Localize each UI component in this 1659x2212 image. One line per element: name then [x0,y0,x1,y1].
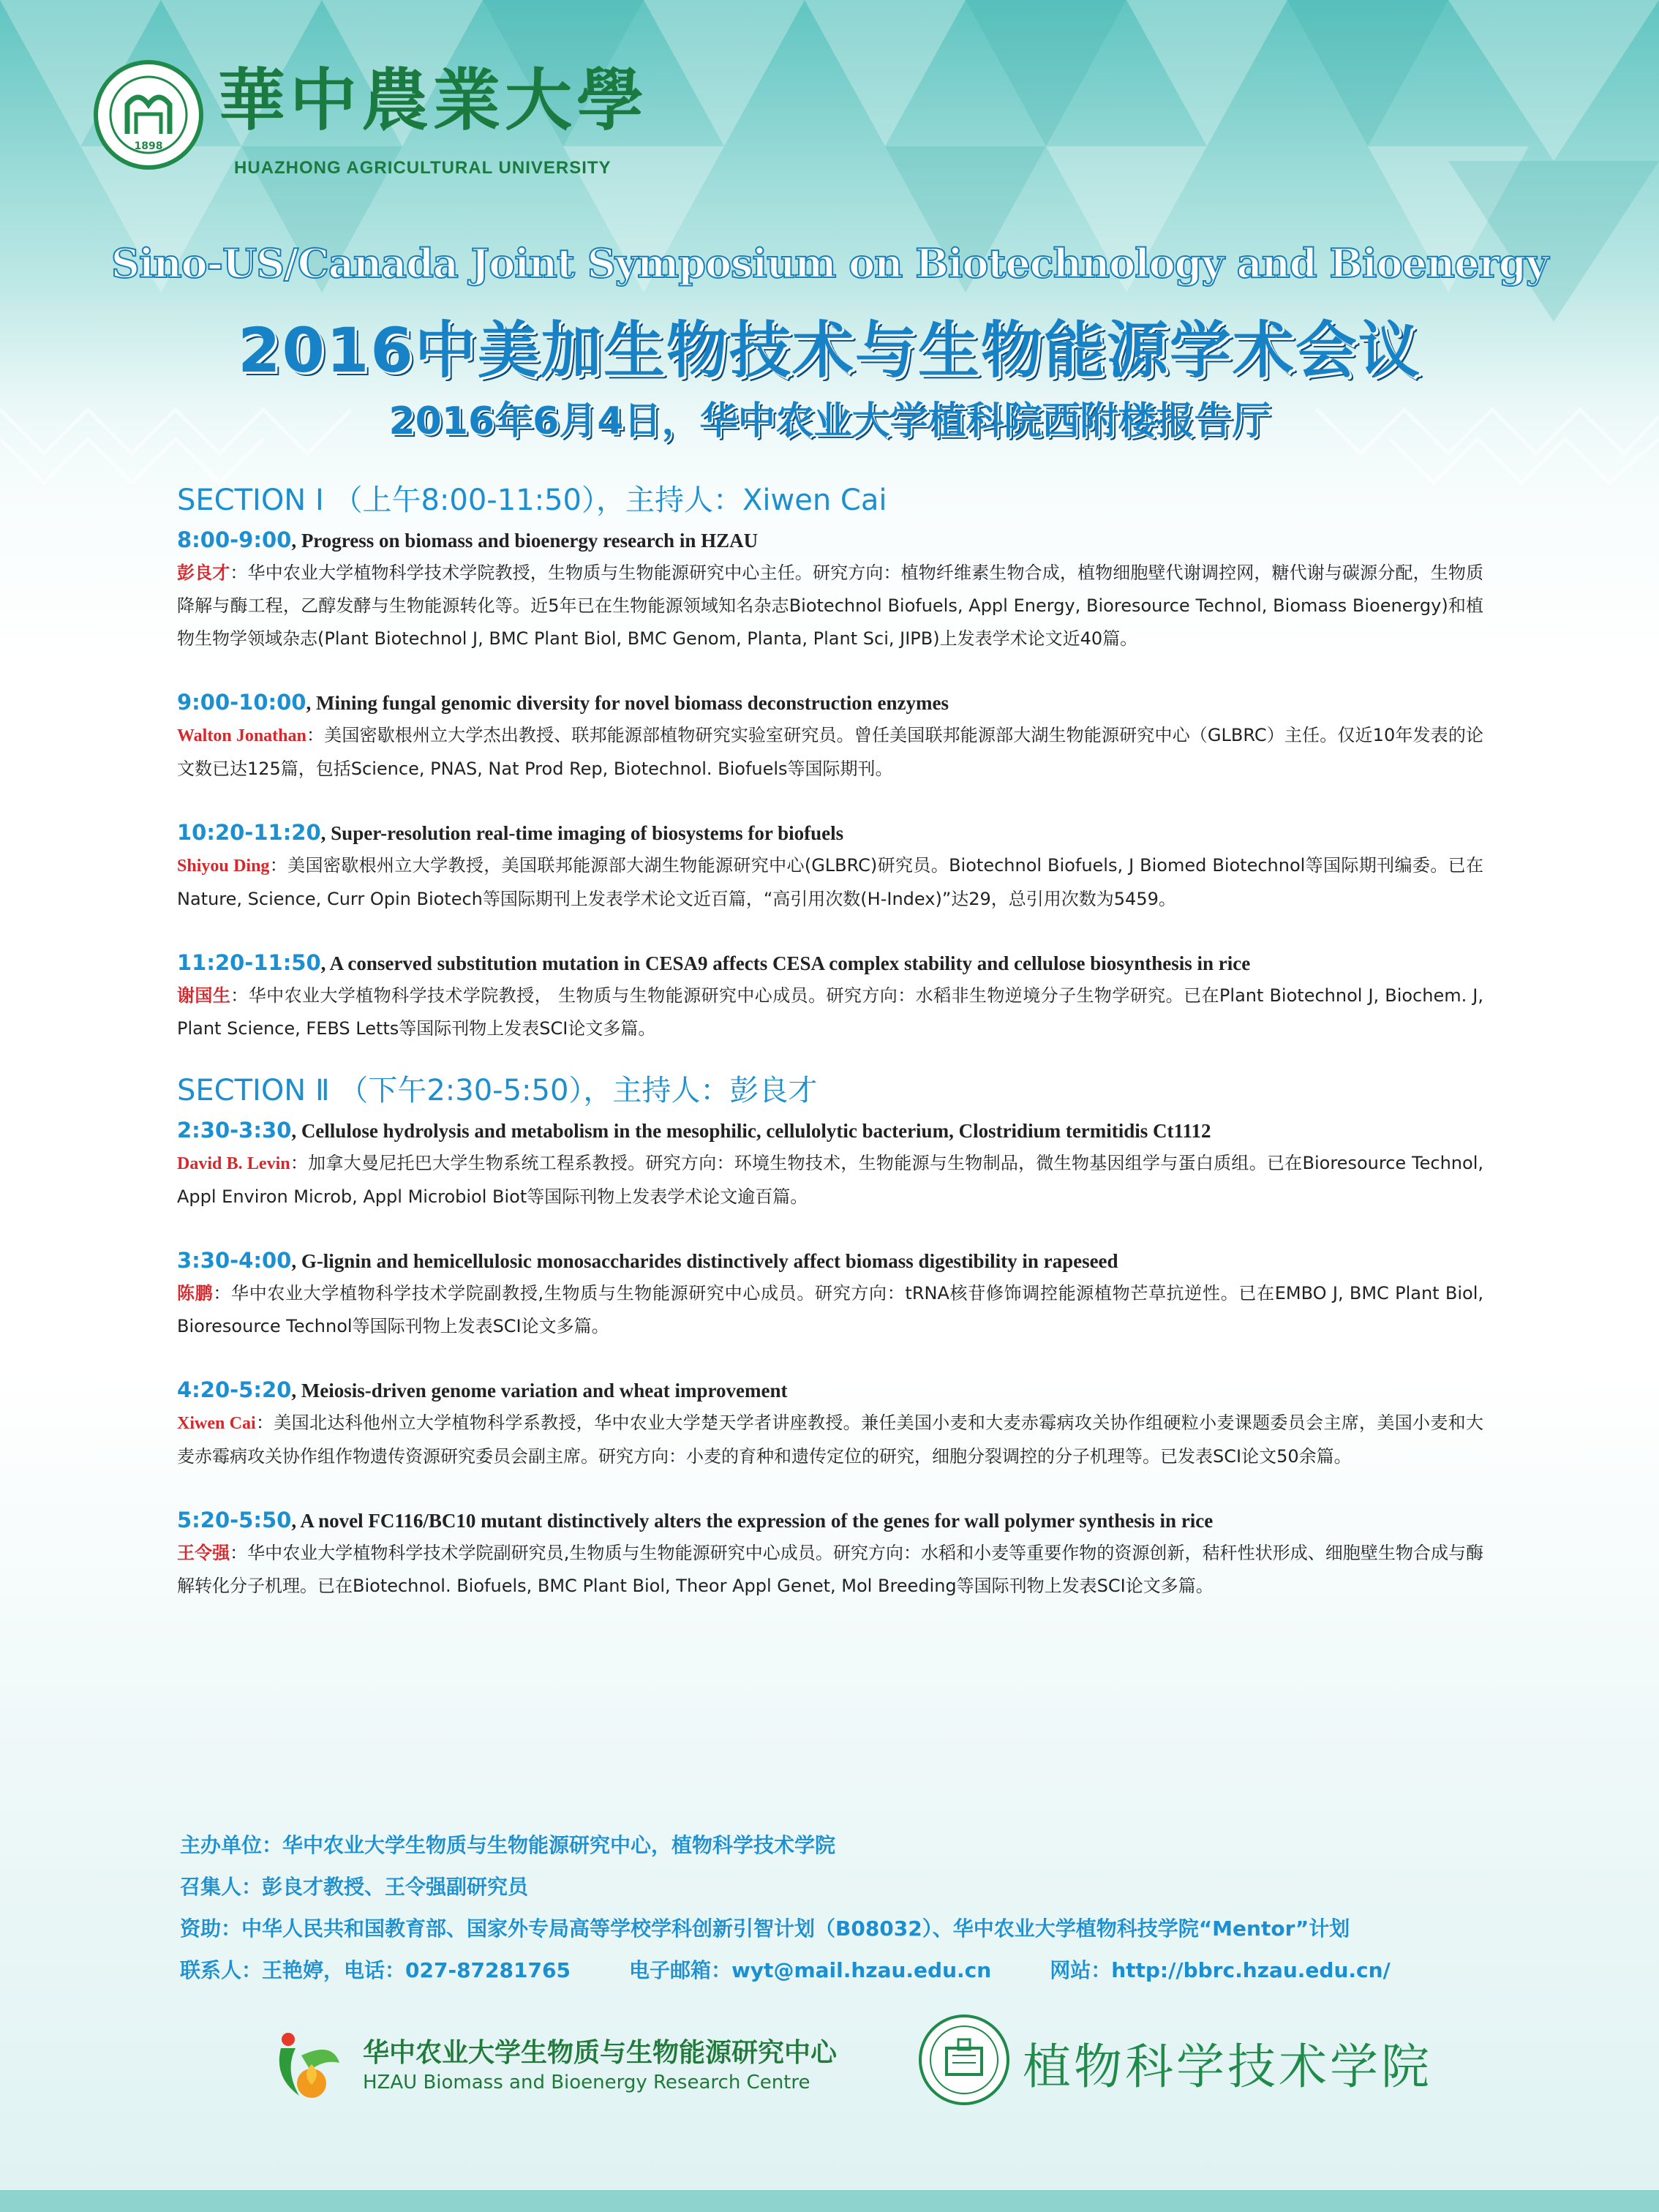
date-venue: 2016年6月4日，华中农业大学植科院西附楼报告厅 [388,399,1271,443]
talk-title: , Mining fungal genomic diversity for novel biomass deconstruction enzymes [306,692,949,714]
speaker-bio: ：美国密歇根州立大学教授，美国联邦能源部大湖生物能源研究中心(GLBRC)研究员。Biotechnol Biofuels, J Biomed Biotechnol等国际期刊编委。已在Nature, Science, Curr Opin Biotech等国际期刊上发表学术论文近百篇，“高引用次数(H-Index)”达29，总引用次数为5459。 [177,855,1483,909]
talk-heading [177,1114,1483,1147]
talk-time: 3:30-4:00 [177,1248,292,1273]
brc-name-cn: 华中农业大学生物质与生物能源研究中心 [363,2038,838,2068]
program-content [177,477,1483,1603]
talk-title: , Progress on biomass and bioenergy research in HZAU [291,530,759,552]
talk-bio [177,1537,1483,1603]
talk-time: 9:00-10:00 [177,690,306,715]
talk-title: , Meiosis-driven genome variation and wheat improvement [291,1380,788,1402]
seal-year: 1898 [134,140,163,152]
university-seal-icon [94,60,203,170]
talk-time: 2:30-3:30 [177,1118,292,1143]
talk-bio [177,849,1483,916]
contact-line [180,1949,1497,1991]
talk-title: , A novel FC116/BC10 mutant distinctively alters the expression of the genes for wall polymer synthesis in rice [291,1510,1214,1532]
speaker-name: Shiyou Ding [177,857,270,876]
talk [177,947,1483,1045]
talk-title: , Super-resolution real-time imaging of biosystems for biofuels [320,822,844,844]
section-heading: SECTION Ⅱ （下午2:30-5:50），主持人：彭良才 [177,1074,818,1107]
talk-heading [177,1374,1483,1407]
speaker-bio: ：华中农业大学植物科学技术学院教授，生物质与生物能源研究中心主任。研究方向：植物纤维素生物合成，植物细胞壁代谢调控网，糖代谢与碳源分配，生物质降解与酶工程，乙醇发酵与生物能源转化等。近5年已在生物能源领域知名杂志Biotechnol Biofuels, Appl Energy, Bioresource Technol, Biomass Bioenergy)和植物生物学领域杂志(Plant Biotechnol J, BMC Plant Biol, BMC Genom, Planta, Plant Sci, JIPB)上发表学术论文近40篇。 [177,563,1484,649]
college-seal-icon [919,2014,1009,2105]
title-cn: 2016中美加生物技术与生物能源学术会议 [238,315,1421,386]
talk-bio [177,979,1483,1045]
talk-title: , A conserved substitution mutation in CESA9 affects CESA complex stability and cellulose biosynthesis in rice [320,952,1251,974]
talk [177,686,1483,786]
bottom-strip [0,2190,1659,2212]
speaker-name: 王令强 [177,1543,230,1563]
talk-bio [177,1277,1483,1343]
talk-heading [177,947,1483,979]
title-en: Sino-US/Canada Joint Symposium on Biotechnology and Bioenergy [110,240,1549,287]
speaker-name: David B. Levin [177,1154,290,1173]
talk [177,1504,1483,1603]
talk [177,1374,1483,1473]
contact-email[interactable]: 电子邮箱：wyt@mail.hzau.edu.cn [628,1958,992,1982]
speaker-name: 彭良才 [177,563,230,583]
talk-time: 5:20-5:50 [177,1508,292,1532]
speaker-name: 谢国生 [177,985,231,1006]
speaker-bio: ：华中农业大学植物科学技术学院副研究员,生物质与生物能源研究中心成员。研究方向：水稻和小麦等重要作物的资源创新，秸秆性状形成、细胞壁生物合成与酶解转化分子机理。已在Biotechnol. Biofuels, BMC Plant Biol, Theor Appl Genet, Mol Breeding等国际刊物上发表SCI论文多篇。 [177,1543,1484,1596]
talk [177,1114,1483,1214]
university-logo [94,60,649,184]
contact-person: 联系人：王艳婷，电话：027-87281765 [180,1958,571,1982]
university-name-en: HUAZHONG AGRICULTURAL UNIVERSITY [234,158,612,178]
talk-time: 10:20-11:20 [177,820,321,845]
talk-heading [177,816,1483,849]
talk-time: 11:20-11:50 [177,950,321,975]
talk-heading [177,686,1483,719]
brc-leaf-logo-icon [266,2026,347,2107]
speaker-name: Xiwen Cai [177,1414,256,1433]
talk-title: , Cellulose hydrolysis and metabolism in the mesophilic, cellulolytic bacterium, Clostridium termitidis Ct1112 [291,1120,1211,1142]
talk-heading [177,524,1483,557]
talk [177,1244,1483,1343]
speaker-bio: ：美国北达科他州立大学植物科学系教授，华中农业大学楚天学者讲座教授。兼任美国小麦和大麦赤霉病攻关协作组硬粒小麦课题委员会主席，美国小麦和大麦赤霉病攻关协作组作物遗传资源研究委员会副主席。研究方向：小麦的育种和遗传定位的研究，细胞分裂调控的分子机理等。已发表SCI论文50余篇。 [177,1412,1483,1467]
speaker-name: Walton Jonathan [177,726,306,745]
funding: 资助：中华人民共和国教育部、国家外专局高等学校学科创新引智计划（B08032）、华中农业大学植物科技学院“Mentor”计划 [180,1916,1350,1941]
speaker-bio: ：加拿大曼尼托巴大学生物系统工程系教授。研究方向：环境生物技术，生物能源与生物制品，微生物基因组学与蛋白质组。已在Bioresource Technol, Appl Environ Microb, Appl Microbiol Biot等国际刊物上发表学术论文逾百篇。 [177,1153,1484,1207]
talk-title: , G-lignin and hemicellulosic monosaccharides distinctively affect biomass digestibility in rapeseed [291,1250,1118,1272]
convener: 召集人：彭良才教授、王令强副研究员 [180,1875,529,1899]
talk [177,524,1483,655]
talk-bio [177,1407,1483,1473]
event-info [180,1824,1497,1991]
speaker-bio: ：美国密歇根州立大学杰出教授、联邦能源部植物研究实验室研究员。曾任美国联邦能源部大湖生物能源研究中心（GLBRC）主任。仅近10年发表的论文数已达125篇，包括Science, PNAS, Nat Prod Rep, Biotechnol. Biofuels等国际期刊。 [177,725,1483,779]
talk [177,816,1483,916]
brc-logo [266,2020,838,2115]
organizer: 主办单位：华中农业大学生物质与生物能源研究中心，植物科学技术学院 [180,1833,836,1857]
talk-heading [177,1244,1483,1277]
section-heading: SECTION Ⅰ （上午8:00-11:50），主持人：Xiwen Cai [177,484,887,517]
talk-bio [177,719,1483,786]
contact-website[interactable]: 网站：http://bbrc.hzau.edu.cn/ [1050,1958,1391,1982]
college-name-cn: 植物科学技术学院 [1023,2039,1432,2095]
speaker-name: 陈鹏 [177,1283,214,1304]
university-name-cn: 華中農業大學 [218,61,649,140]
talk-time: 4:20-5:20 [177,1377,292,1402]
talk-bio [177,557,1483,655]
speaker-bio: ：华中农业大学植物科学技术学院副教授,生物质与生物能源研究中心成员。研究方向：tRNA核苷修饰调控能源植物芒草抗逆性。已在EMBO J, BMC Plant Biol, Bioresource Technol等国际刊物上发表SCI论文多篇。 [177,1283,1483,1336]
talk-heading [177,1504,1483,1537]
speaker-bio: ：华中农业大学植物科学技术学院教授， 生物质与生物能源研究中心成员。研究方向：水稻非生物逆境分子生物学研究。已在Plant Biotechnol J, Biochem. J, Plant Science, FEBS Letts等国际刊物上发表SCI论文多篇。 [177,985,1484,1039]
talk-time: 8:00-9:00 [177,527,292,552]
talk-bio [177,1147,1483,1214]
brc-name-en: HZAU Biomass and Bioenergy Research Centre [363,2072,810,2094]
college-logo [919,2014,1475,2110]
